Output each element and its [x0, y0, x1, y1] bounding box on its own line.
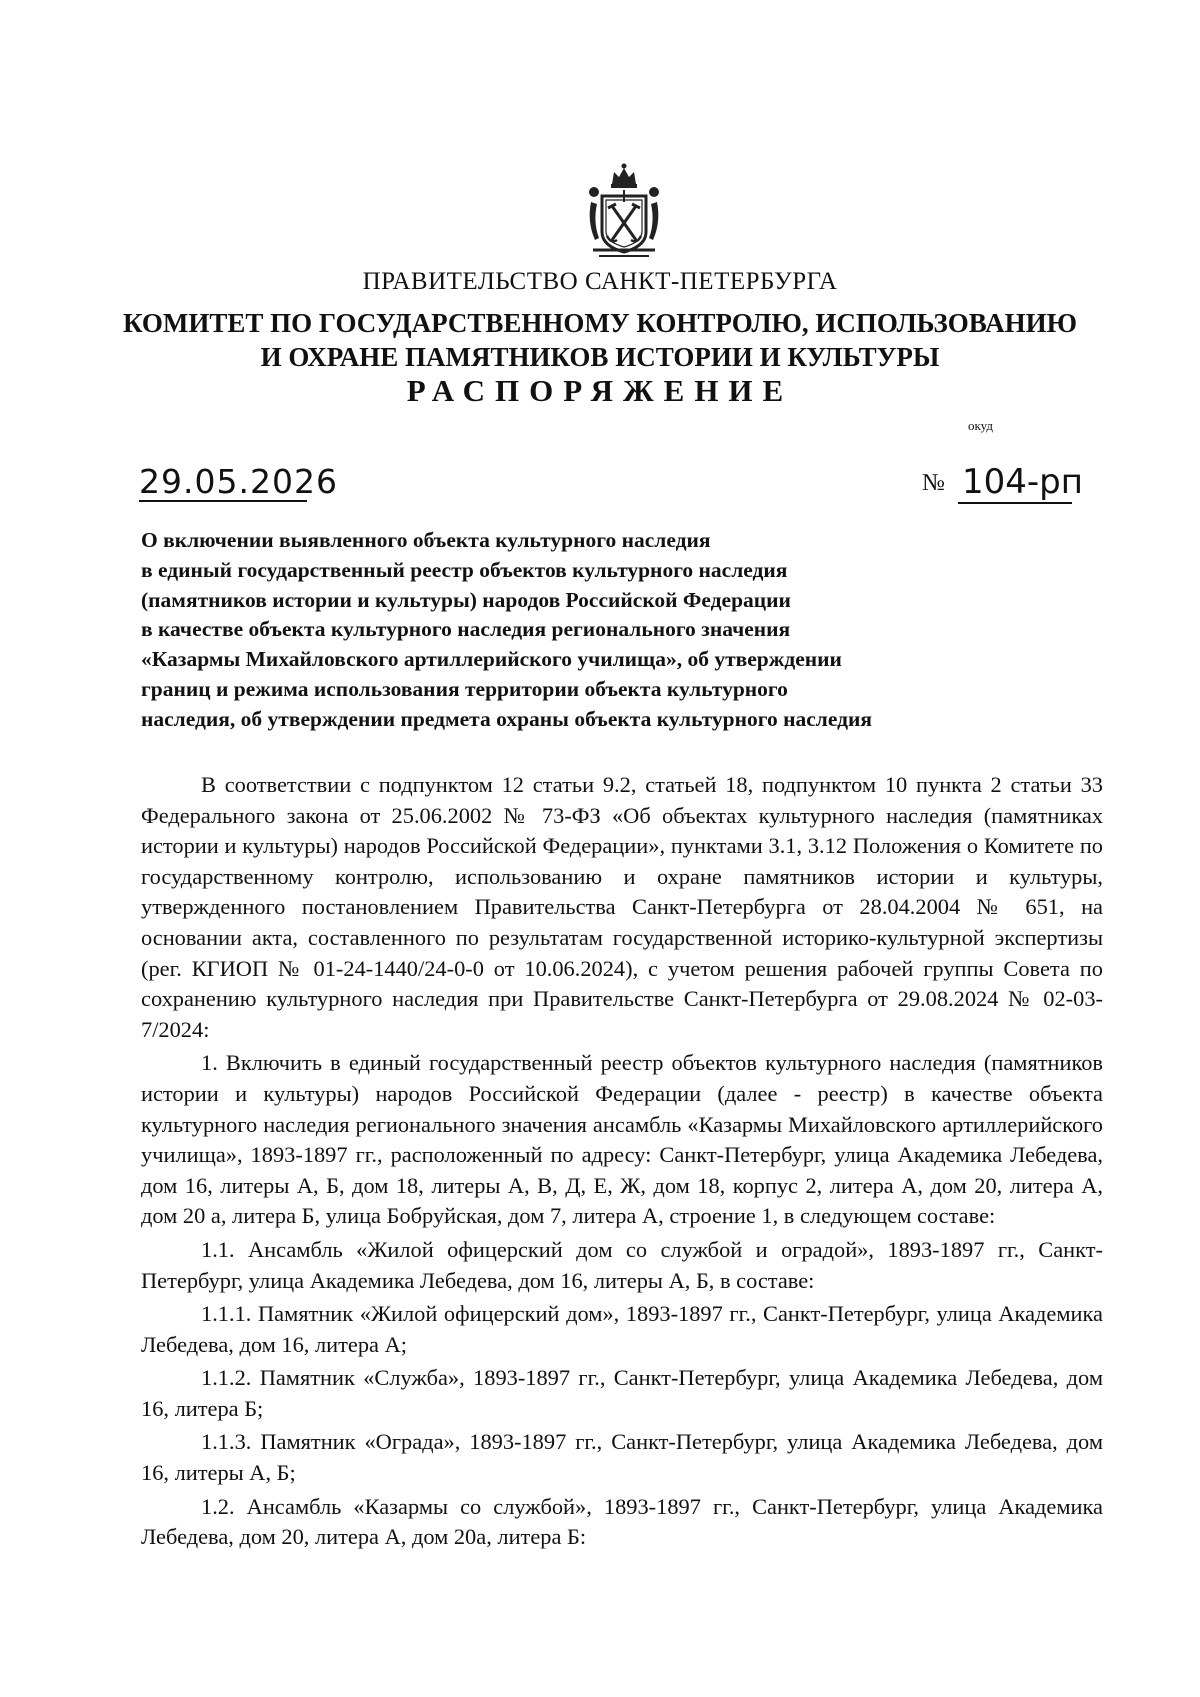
document-date: 29.05.2026 — [139, 462, 338, 501]
okud-label: окуд — [968, 418, 993, 433]
committee-line-2: И ОХРАНЕ ПАМЯТНИКОВ ИСТОРИИ И КУЛЬТУРЫ — [260, 342, 940, 372]
document-body — [141, 770, 1103, 1553]
government-name: ПРАВИТЕЛЬСТВО САНКТ-ПЕТЕРБУРГА — [362, 268, 838, 295]
document-subject — [141, 526, 1081, 735]
clause-1-2: 1.2. Ансамбль «Казармы со службой», 1893-1897 гг., Санкт-Петербург, улица Академика Лебедева, дом 20, литера А, дом 20а, литера Б: — [141, 1493, 1103, 1550]
preamble-paragraph: В соответствии с подпунктом 12 статьи 9.2, статьей 18, подпунктом 10 пункта 2 статьи 33 Федерального закона от 25.06.2002 № 73-ФЗ «Об объектах культурного наследия (памятниках истории и культуры) народов Российской Федерации», пунктами 3.1, 3.12 Положения о Комитете по государственному контролю, использованию и охране памятников истории и культуры, утвержденного постановлением Правительства Санкт-Петербурга от 28.04.2004 № 651, на основании акта, составленного по результатам государственной историко-культурной экспертизы (рег. КГИОП № 01-24-1440/24-0-0 от 10.06.2024), с учетом решения рабочей группы Совета по сохранению культурного наследия при Правительстве Санкт-Петербурга от 29.08.2024 № 02-03-7/2024: — [141, 772, 1103, 1042]
subject-line: О включении выявленного объекта культурного наследия — [141, 528, 711, 552]
document-type: РАСПОРЯЖЕНИЕ — [406, 373, 794, 408]
subject-line: в качестве объекта культурного наследия регионального значения — [141, 617, 791, 642]
clause-1-1-1: 1.1.1. Памятник «Жилой офицерский дом», 1893-1897 гг., Санкт-Петербург, улица Академика Лебедева, дом 16, литера А; — [141, 1301, 1103, 1357]
subject-line: наследия, об утверждении предмета охраны объекта культурного наследия — [141, 706, 872, 731]
clause-1-1-3: 1.1.3. Памятник «Ограда», 1893-1897 гг., Санкт-Петербург, улица Академика Лебедева, дом 16, литеры А, Б; — [141, 1429, 1103, 1486]
coat-of-arms-icon — [585, 162, 663, 260]
subject-line: границ и режима использования территории объекта культурного — [141, 676, 788, 701]
clause-1: 1. Включить в единый государственный реестр объектов культурного наследия (памятников истории и культуры) народов Российской Федерации (далее - реестр) в качестве объекта культурного наследия регионального значения ансамбль «Казармы Михайловского артиллерийского училища», 1893-1897 гг., расположенный по адресу: Санкт-Петербург, улица Академика Лебедева, дом 16, литеры А, Б, дом 18, литеры А, В, Д, Е, Ж, дом 18, корпус 2, литера А, дом 20, литера А, дом 20 а, литера Б, улица Бобруйская, дом 7, литера А, строение 1, в следующем составе: — [141, 1050, 1103, 1229]
subject-line: в единый государственный реестр объектов культурного наследия — [141, 557, 788, 582]
number-sign: № — [922, 470, 945, 496]
clause-1-1-2: 1.1.2. Памятник «Служба», 1893-1897 гг., Санкт-Петербург, улица Академика Лебедева, дом 16, литера Б; — [141, 1365, 1103, 1421]
document-number: 104-рп — [962, 462, 1083, 502]
committee-line-1: КОМИТЕТ ПО ГОСУДАРСТВЕННОМУ КОНТРОЛЮ, ИСПОЛЬЗОВАНИЮ — [123, 308, 1077, 338]
clause-1-1: 1.1. Ансамбль «Жилой офицерский дом со службой и оградой», 1893-1897 гг., Санкт-Петербург, улица Академика Лебедева, дом 16, литеры А, Б, в составе: — [141, 1236, 1103, 1293]
date-underline — [139, 500, 307, 502]
subject-line: «Казармы Михайловского артиллерийского училища», об утверждении — [141, 647, 842, 672]
number-underline — [958, 502, 1072, 504]
committee-name — [0, 306, 1200, 374]
subject-line: (памятников истории и культуры) народов Российской Федерации — [141, 587, 791, 612]
